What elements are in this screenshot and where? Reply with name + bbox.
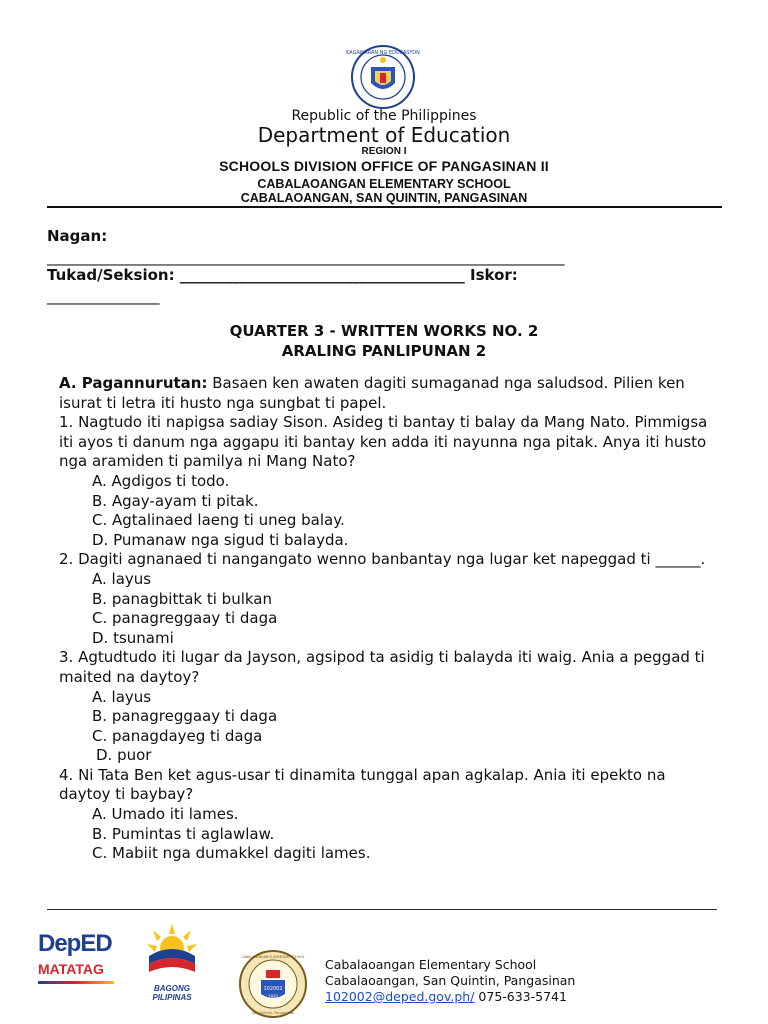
deped-wordmark: DepED (38, 930, 112, 957)
phone-number: 075-633-5741 (474, 989, 567, 1004)
name-blank-line: _____________________________________________________________________ (47, 248, 565, 266)
q1-option-c: C. Agtalinaed laeng ti uneg balay. (92, 511, 345, 530)
instructions (59, 374, 719, 413)
instructions-text: Basaen ken awaten dagiti sumaganad nga saludsod. Pilien ken isurat ti letra iti husto nga sungbat ti papel. (59, 374, 685, 412)
quarter-title: QUARTER 3 - WRITTEN WORKS NO. 2 (229, 322, 539, 340)
republic-line: Republic of the Philippines (291, 108, 477, 124)
bagong-pilipinas-wordmark: BAGONG PILIPINAS (152, 984, 192, 1002)
section-score-line: Tukad/Seksion: ______________________________________ Iskor: (47, 266, 518, 284)
q4-option-c: C. Mabiit nga dumakkel dagiti lames. (92, 844, 371, 863)
bagong-pilipinas-logo (135, 922, 209, 1002)
name-label: Nagan: (47, 227, 108, 245)
seal-place-text: San Quintin, Pangasinan (251, 1011, 295, 1015)
score-blank-line: _______________ (47, 287, 160, 305)
footer-contact (325, 957, 575, 1005)
department-title: Department of Education (257, 123, 511, 147)
footer-school-name: Cabalaoangan Elementary School (325, 957, 537, 972)
matatag-underline (38, 981, 114, 984)
q4-option-a: A. Umado iti lames. (92, 805, 239, 824)
question-4: 4. Ni Tata Ben ket agus-usar ti dinamita tunggal apan agkalap. Ania iti epekto na daytoy ti baybay? (59, 765, 666, 804)
deped-matatag-logo (38, 930, 118, 994)
footer-contact-line (325, 989, 575, 1005)
q4-option-b: B. Pumintas ti aglawlaw. (92, 824, 275, 843)
q1-option-d: D. Pumanaw nga sigud ti balayda. (92, 530, 349, 549)
seal-year-text: 1920 (267, 994, 279, 999)
q2-option-b: B. panagbittak ti bulkan (92, 589, 272, 608)
deped-seal-logo (345, 45, 421, 109)
footer-divider (47, 909, 717, 910)
q2-option-c: C. panagreggaay ti daga (92, 609, 278, 628)
footer-school-address: Cabalaoangan, San Quintin, Pangasinan (325, 973, 576, 988)
q2-option-d: D. tsunami (92, 628, 174, 647)
matatag-wordmark: MATATAG (38, 961, 104, 977)
q3-option-d: D. puor (96, 746, 152, 765)
q3-option-b: B. panagreggaay ti daga (92, 707, 278, 726)
instructions-label: A. Pagannurutan: (59, 374, 208, 392)
header-divider (47, 206, 722, 208)
school-line: CABALAOANGAN ELEMENTARY SCHOOL (257, 177, 511, 191)
question-1: 1. Nagtudo iti napigsa sadiay Sison. Asideg ti bantay ti balay da Mang Nato. Pimmigsa iti ayos ti danum nga aggapu iti bantay ken adda iti nayunna nga pitak. Anya iti husto nga aramiden ti pamilya ni Mang Nato? (59, 413, 708, 471)
address-line: CABALAOANGAN, SAN QUINTIN, PANGASINAN (240, 191, 528, 205)
pilipinas-emblem (135, 922, 209, 980)
question-2: 2. Dagiti agnanaed ti nangangato wenno banbantay nga lugar ket napeggad ti ______. (59, 550, 706, 569)
region-line: REGION I (361, 146, 407, 157)
seal-id-text: 102002 (263, 986, 283, 992)
subject-title: ARALING PANLIPUNAN 2 (281, 342, 487, 360)
seal-name-text: CABALAOANGAN ELEMENTARY SCHOOL (241, 955, 305, 959)
q3-option-c: C. panagdayeg ti daga (92, 726, 263, 745)
school-seal-logo (236, 950, 310, 1018)
test-body (59, 374, 719, 864)
email-link[interactable]: 102002@deped.gov.ph/ (325, 989, 475, 1004)
question-3: 3. Agtudtudo iti lugar da Jayson, agsipod ta asidig ti balayda iti waig. Ania a peggad ti maited na daytoy? (59, 648, 705, 686)
q2-option-a: A. layus (92, 569, 152, 588)
q1-option-b: B. Agay-ayam ti pitak. (92, 491, 259, 510)
seal-lettering: KAGAWARAN NG EDUKASYON (346, 50, 420, 56)
q3-option-a: A. layus (92, 687, 152, 706)
q1-option-a: A. Agdigos ti todo. (92, 471, 230, 490)
division-line: SCHOOLS DIVISION OFFICE OF PANGASINAN II (219, 158, 549, 174)
